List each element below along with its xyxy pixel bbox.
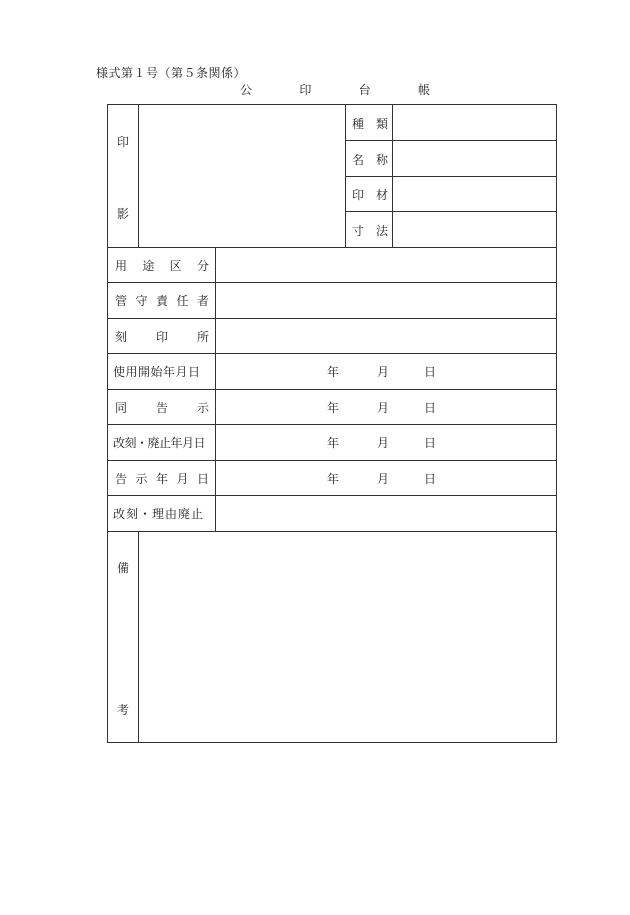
label-char: 区 — [169, 259, 182, 273]
form-number-label: 様式第１号（第５条関係） — [96, 66, 247, 80]
row-label-revision-reason: 改刻・理由廃止 — [113, 507, 205, 521]
remarks-label-top: 備 — [117, 561, 130, 575]
label-char: 者 — [196, 294, 209, 308]
year-unit: 年 — [327, 436, 340, 450]
row-label-notice-date — [115, 470, 209, 487]
grid-line — [345, 211, 557, 212]
label-char: 用 — [115, 259, 128, 273]
title-char: 台 — [358, 83, 371, 97]
title-char: 公 — [240, 83, 253, 97]
month-unit: 月 — [377, 436, 390, 450]
month-unit: 月 — [377, 472, 390, 486]
row-label-start-date: 使用開始年月日 — [113, 365, 201, 379]
day-unit: 日 — [424, 365, 437, 379]
seal-attr-label: 印 材 — [352, 188, 389, 202]
label-char: 示 — [196, 401, 209, 415]
label-char: 管 — [115, 294, 128, 308]
seal-attr-label: 寸 法 — [352, 224, 389, 238]
seal-attr-label: 名 称 — [352, 153, 389, 167]
remarks-area[interactable] — [139, 532, 557, 743]
day-unit: 日 — [424, 401, 437, 415]
year-unit: 年 — [327, 365, 340, 379]
grid-line — [108, 282, 557, 283]
date-field[interactable] — [216, 425, 557, 460]
grid-line — [108, 495, 557, 496]
title-char: 帳 — [417, 83, 430, 97]
label-char: 年 — [155, 472, 168, 486]
row-label-purpose — [115, 257, 209, 274]
day-unit: 日 — [424, 436, 437, 450]
row-label-engraver — [115, 328, 209, 345]
month-unit: 月 — [377, 365, 390, 379]
seal-impression-area — [139, 105, 345, 247]
month-unit: 月 — [377, 401, 390, 415]
day-unit: 日 — [424, 472, 437, 486]
form-title — [240, 81, 430, 98]
label-char: 告 — [155, 401, 168, 415]
grid-line — [108, 318, 557, 319]
label-char: 所 — [196, 330, 209, 344]
remarks-label-bottom: 考 — [117, 703, 130, 717]
title-char: 印 — [299, 83, 312, 97]
grid-line — [108, 247, 557, 248]
row-label-custodian — [115, 292, 209, 309]
grid-line — [345, 140, 557, 141]
label-char: 同 — [115, 401, 128, 415]
label-char: 任 — [176, 294, 189, 308]
row-label-notice — [115, 399, 209, 416]
date-field[interactable] — [216, 461, 557, 495]
label-char: 月 — [176, 472, 189, 486]
label-char: 守 — [135, 294, 148, 308]
label-char: 分 — [196, 259, 209, 273]
label-char: 刻 — [115, 330, 128, 344]
label-char: 印 — [155, 330, 168, 344]
year-unit: 年 — [327, 401, 340, 415]
label-char: 日 — [196, 472, 209, 486]
label-char: 示 — [135, 472, 148, 486]
grid-line — [345, 176, 557, 177]
date-field[interactable] — [216, 390, 557, 424]
seal-attr-label: 種 類 — [352, 117, 389, 131]
seal-label-bottom: 影 — [117, 207, 130, 221]
label-char: 途 — [142, 259, 155, 273]
seal-label-top: 印 — [117, 135, 130, 149]
date-field[interactable] — [216, 354, 557, 389]
label-char: 告 — [115, 472, 128, 486]
label-char: 責 — [155, 294, 168, 308]
seal-register-table — [107, 104, 557, 743]
row-label-revision-date: 改刻・廃止年月日 — [113, 436, 206, 450]
year-unit: 年 — [327, 472, 340, 486]
